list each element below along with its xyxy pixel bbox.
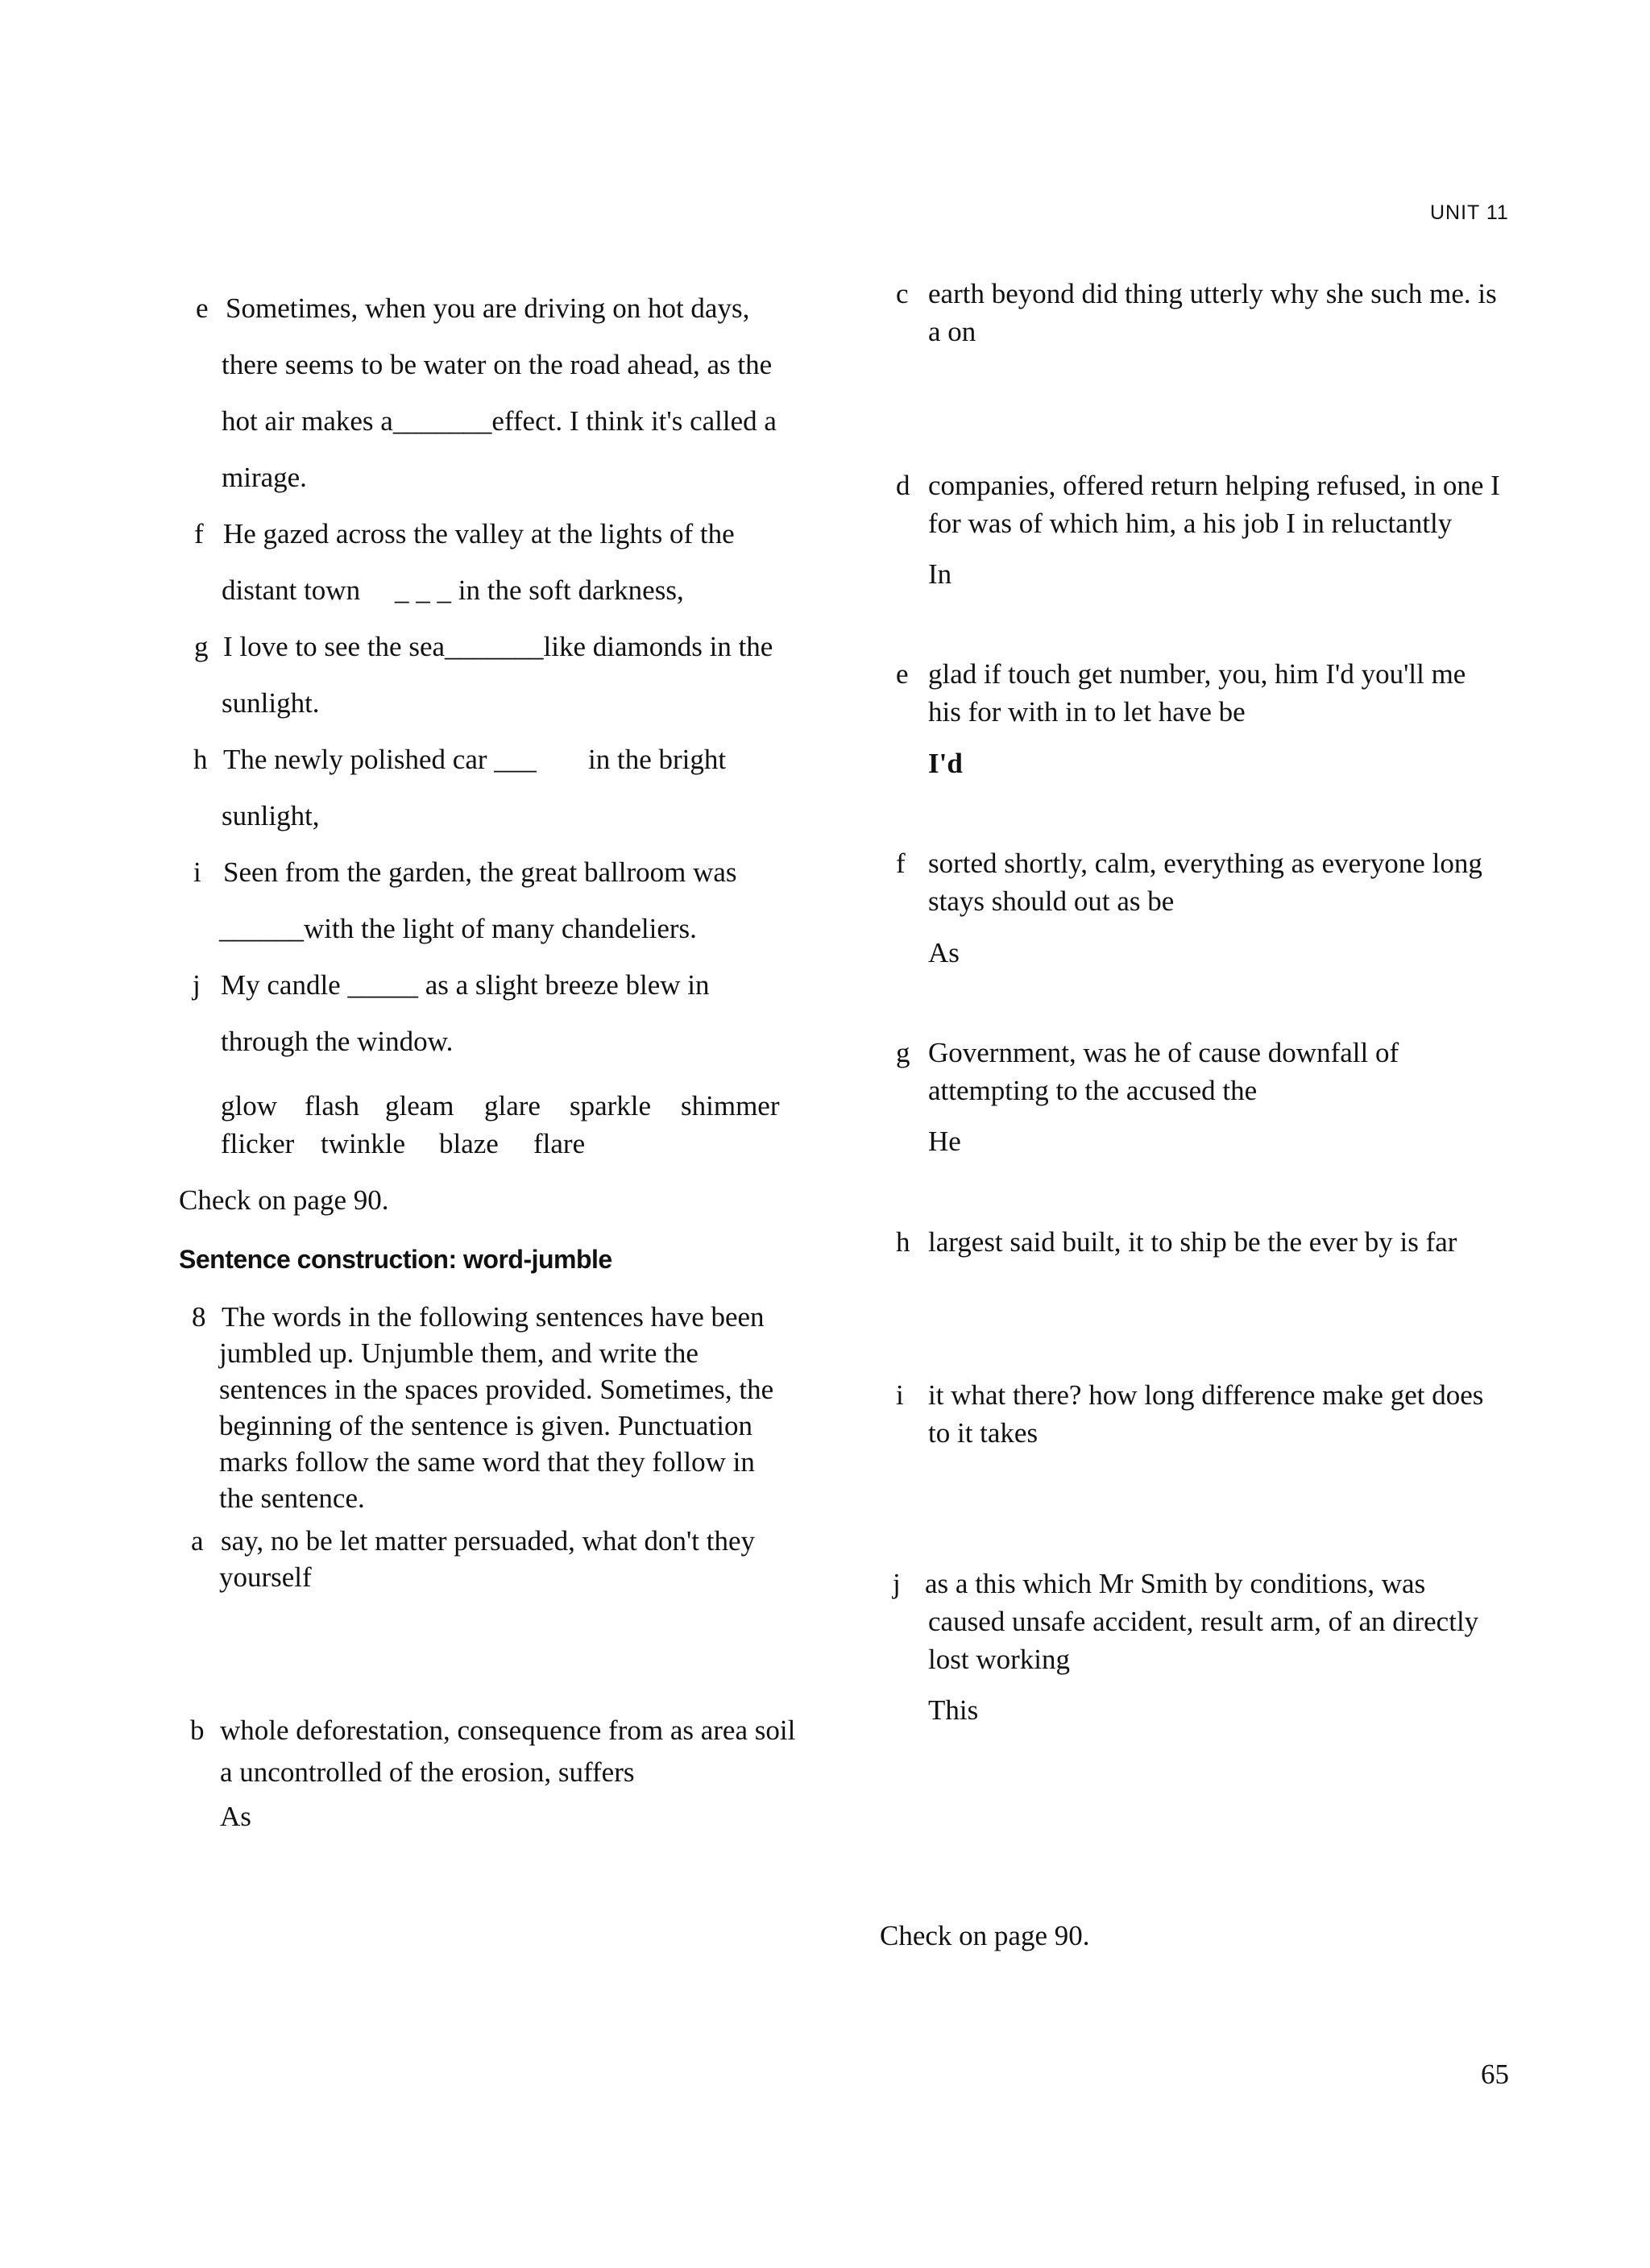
word-option: shimmer (681, 1090, 780, 1122)
item-text: I love to see the sea_______like diamonds in the (223, 631, 773, 662)
item-text: stays should out as be (928, 885, 1175, 917)
sentence-start: In (928, 558, 952, 590)
word-option: twinkle (321, 1128, 405, 1159)
item-text: for was of which him, a his job I in reluctantly (928, 508, 1453, 539)
item-text: sorted shortly, calm, everything as everyone long (928, 848, 1482, 879)
word-option: sparkle (570, 1090, 652, 1122)
unit-header: UNIT 11 (1430, 201, 1509, 224)
item-text: ______with the light of many chandeliers. (219, 913, 697, 944)
item-text: whole deforestation, consequence from as area soil (220, 1714, 796, 1746)
sentence-start: He (928, 1126, 961, 1157)
item-letter: j (893, 1568, 901, 1599)
item-text: attempting to the accused the (928, 1075, 1258, 1106)
item-letter: g (896, 1037, 910, 1068)
section-title: Sentence construction: word-jumble (179, 1245, 612, 1274)
item-letter: b (190, 1714, 205, 1746)
item-text: his for with in to let have be (928, 696, 1246, 728)
instruction-line: jumbled up. Unjumble them, and write the (219, 1337, 699, 1369)
item-text: earth beyond did thing utterly why she such me. is (928, 278, 1497, 309)
word-option: gleam (385, 1090, 454, 1122)
item-text: glad if touch get number, you, him I'd you'll me (928, 658, 1466, 690)
item-letter: f (896, 848, 906, 879)
item-letter: a (191, 1525, 204, 1557)
check-reference: Check on page 90. (880, 1920, 1090, 1951)
item-text: distant town (222, 574, 361, 606)
item-text: there seems to be water on the road ahead, as the (222, 349, 773, 380)
item-text: sunlight. (222, 687, 320, 719)
item-text: He gazed across the valley at the lights of the (223, 518, 735, 549)
item-text: _ _ _ in the soft darkness, (395, 574, 684, 606)
item-text: Seen from the garden, the great ballroom was (223, 856, 737, 888)
item-letter: d (896, 470, 910, 501)
word-option: glow (221, 1090, 277, 1122)
item-text: companies, offered return helping refused, in one I (928, 470, 1500, 501)
item-text: lost working (928, 1644, 1070, 1675)
item-text: a on (928, 316, 976, 347)
item-text: to it takes (928, 1417, 1039, 1449)
item-text: mirage. (222, 462, 307, 493)
item-text: sunlight, (222, 800, 320, 831)
item-letter: h (896, 1226, 910, 1258)
item-text: it what there? how long difference make get does (928, 1379, 1484, 1411)
check-reference: Check on page 90. (179, 1184, 389, 1216)
item-letter: h (193, 744, 208, 775)
question-number: 8 (192, 1301, 206, 1333)
instruction-line: marks follow the same word that they follow in (219, 1446, 755, 1478)
sentence-start: As (928, 937, 960, 968)
item-text: Government, was he of cause downfall of (928, 1037, 1399, 1068)
word-option: glare (484, 1090, 541, 1122)
item-text: a uncontrolled of the erosion, suffers (220, 1756, 635, 1788)
item-text: caused unsafe accident, result arm, of an directly (928, 1606, 1479, 1637)
sentence-start: This (928, 1694, 979, 1726)
item-text: Sometimes, when you are driving on hot days, (226, 292, 750, 324)
instruction-line: beginning of the sentence is given. Punctuation (219, 1410, 752, 1441)
item-letter: f (194, 518, 204, 549)
item-letter: g (194, 631, 209, 662)
sentence-start: I'd (928, 748, 963, 779)
item-text: My candle _____ as a slight breeze blew in (221, 969, 710, 1001)
item-letter: e (196, 292, 209, 324)
item-text: The newly polished car ___ (223, 744, 537, 775)
item-text: yourself (219, 1561, 312, 1593)
word-option: flicker (221, 1128, 295, 1159)
instruction-line: sentences in the spaces provided. Sometimes, the (219, 1374, 774, 1405)
item-text: hot air makes a_______effect. I think it's called a (222, 405, 777, 437)
item-letter: i (193, 856, 201, 888)
item-letter: e (896, 658, 909, 690)
item-letter: i (896, 1379, 904, 1411)
item-text: as a this which Mr Smith by conditions, was (925, 1568, 1426, 1599)
item-text: largest said built, it to ship be the ever by is far (928, 1226, 1457, 1258)
word-option: flash (305, 1090, 360, 1122)
page-number: 65 (1481, 2059, 1509, 2090)
instruction-line: The words in the following sentences have been (222, 1301, 765, 1333)
word-option: blaze (439, 1128, 499, 1159)
item-letter: j (193, 969, 201, 1001)
word-option: flare (533, 1128, 586, 1159)
item-text: through the window. (221, 1026, 454, 1057)
item-text: in the bright (588, 744, 727, 775)
item-letter: c (896, 278, 909, 309)
item-text: say, no be let matter persuaded, what don't they (221, 1525, 756, 1557)
instruction-line: the sentence. (219, 1482, 365, 1514)
sentence-start: As (220, 1801, 251, 1832)
